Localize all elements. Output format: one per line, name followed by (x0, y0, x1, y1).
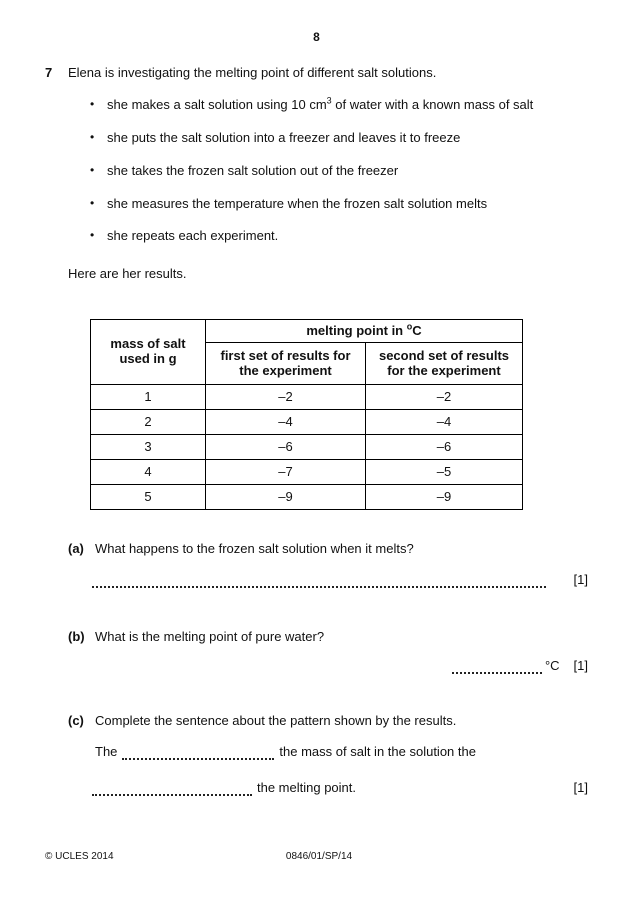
cell-mass: 4 (91, 460, 206, 485)
unit-celsius: °C (544, 658, 560, 674)
bullet-text: she measures the temperature when the frozen salt solution melts (107, 195, 488, 211)
cell-mass: 5 (91, 485, 206, 510)
results-intro: Here are her results. (68, 266, 187, 282)
paper-code: 0846/01/SP/14 (285, 851, 353, 862)
bullet-item (90, 197, 588, 212)
bullet-icon: • (90, 129, 95, 144)
column-header-mass: mass of salt used in g (91, 320, 206, 385)
copyright-text: © UCLES 2014 (45, 851, 114, 862)
question-intro: Elena is investigating the melting point of different salt solutions. (68, 64, 437, 80)
table-row (91, 460, 523, 485)
answer-blank-c2 (92, 783, 252, 796)
part-b (45, 630, 588, 674)
question-number: 7 (45, 64, 53, 80)
bullet-icon: • (90, 96, 95, 111)
bullet-text: she takes the frozen salt solution out of the freezer (107, 162, 399, 178)
column-header-second-set: second set of results for the experiment (366, 343, 523, 385)
part-c-question: Complete the sentence about the pattern shown by the results. (95, 713, 457, 729)
part-b-question: What is the melting point of pure water? (95, 629, 325, 645)
marks-b: [1] (573, 658, 588, 674)
cell-first-result: –6 (206, 435, 366, 460)
cell-first-result: –4 (206, 410, 366, 435)
method-bullet-list (45, 95, 588, 245)
page-footer (0, 851, 638, 863)
answer-blank-b (452, 661, 542, 674)
cell-second-result: –9 (366, 485, 523, 510)
bullet-item (90, 164, 588, 179)
bullet-item (90, 131, 588, 146)
answer-blank-c1 (122, 747, 274, 760)
sentence1-post: the mass of salt in the solution the (279, 744, 476, 760)
column-header-first-set: first set of results for the experiment (206, 343, 366, 385)
bullet-icon: • (90, 228, 95, 243)
sentence2-post: the melting point. (257, 779, 357, 795)
part-a-label: (a) (68, 541, 84, 557)
bullet-icon: • (90, 162, 95, 177)
cell-first-result: –9 (206, 485, 366, 510)
cell-second-result: –6 (366, 435, 523, 460)
bullet-text: she puts the salt solution into a freezer and leaves it to freeze (107, 129, 461, 145)
cell-mass: 1 (91, 385, 206, 410)
bullet-item (90, 229, 588, 244)
cell-second-result: –4 (366, 410, 523, 435)
cell-second-result: –2 (366, 385, 523, 410)
bullet-icon: • (90, 195, 95, 210)
table-row (91, 485, 523, 510)
marks-c: [1] (573, 779, 588, 795)
table-row (91, 385, 523, 410)
results-table (90, 319, 523, 510)
part-a (45, 542, 588, 588)
part-c (45, 714, 588, 796)
cell-first-result: –2 (206, 385, 366, 410)
superscript: o (406, 321, 413, 332)
marks-a: [1] (573, 572, 588, 588)
superscript: 3 (326, 95, 332, 106)
column-header-melting-point: melting point in $^o$C (206, 320, 523, 343)
sentence1-pre: The (95, 744, 118, 760)
cell-mass: 2 (91, 410, 206, 435)
bullet-text: she repeats each experiment. (107, 228, 279, 244)
question-heading (45, 66, 588, 81)
cell-mass: 3 (91, 435, 206, 460)
part-a-question: What happens to the frozen salt solution when it melts? (95, 541, 414, 557)
table-row (91, 410, 523, 435)
table-row (91, 435, 523, 460)
bullet-item (90, 95, 588, 113)
page-number: 8 (313, 30, 320, 44)
cell-second-result: –5 (366, 460, 523, 485)
bullet-text: she makes a salt solution using 10 $cm^3$ of water with a known mass of salt (107, 95, 534, 112)
part-c-label: (c) (68, 713, 84, 729)
answer-blank-a (92, 575, 546, 588)
cell-first-result: –7 (206, 460, 366, 485)
part-b-label: (b) (68, 629, 85, 645)
